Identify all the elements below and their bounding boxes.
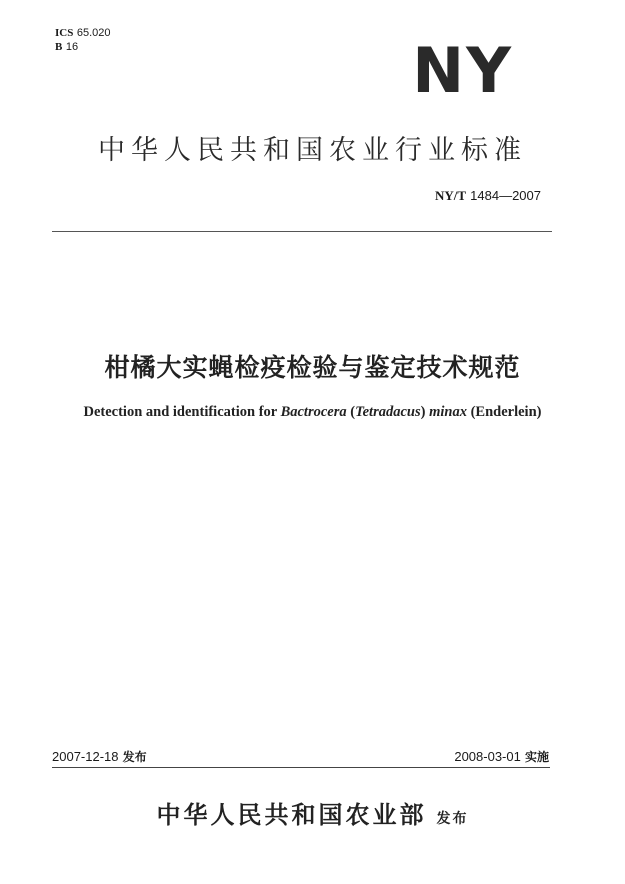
title-chinese: 柑橘大实蝇检疫检验与鉴定技术规范 <box>104 353 521 382</box>
class-code: 16 <box>65 41 79 53</box>
org-title: 中华人民共和国农业行业标准 <box>98 135 527 166</box>
title-en-part1: Detection and identification for <box>83 404 281 420</box>
issue-date-value: 2007-12-18 <box>52 749 119 764</box>
effective-date-label: 实施 <box>524 750 549 764</box>
effective-date <box>454 748 549 765</box>
title-english <box>0 404 625 421</box>
title-en-subgenus: Tetradacus <box>355 404 421 420</box>
class-line <box>55 40 111 54</box>
ics-code: 65.020 <box>76 27 111 39</box>
issuer-name: 中华人民共和国农业部 <box>156 800 427 829</box>
footer-divider <box>52 767 550 768</box>
issue-date <box>52 748 147 765</box>
title-en-sep2: ) <box>420 404 430 420</box>
title-en-genus: Bactrocera <box>280 404 347 420</box>
class-label: B <box>55 41 63 53</box>
standard-number <box>435 188 541 204</box>
issue-date-label: 发布 <box>122 750 147 764</box>
issuer <box>0 795 625 830</box>
issuer-suffix: 发布 <box>436 811 469 827</box>
ics-line <box>55 26 111 40</box>
ny-logo: NY <box>412 34 513 107</box>
title-en-part2: (Enderlein) <box>466 404 542 420</box>
standard-code: 1484—2007 <box>470 188 541 203</box>
title-en-species: minax <box>429 404 467 420</box>
classification-block <box>55 26 111 54</box>
effective-date-value: 2008-03-01 <box>454 749 521 764</box>
ics-label: ICS <box>55 27 74 39</box>
header-divider <box>52 231 552 232</box>
title-en-sep1: ( <box>346 404 356 420</box>
standard-prefix: NY/T <box>434 188 467 203</box>
